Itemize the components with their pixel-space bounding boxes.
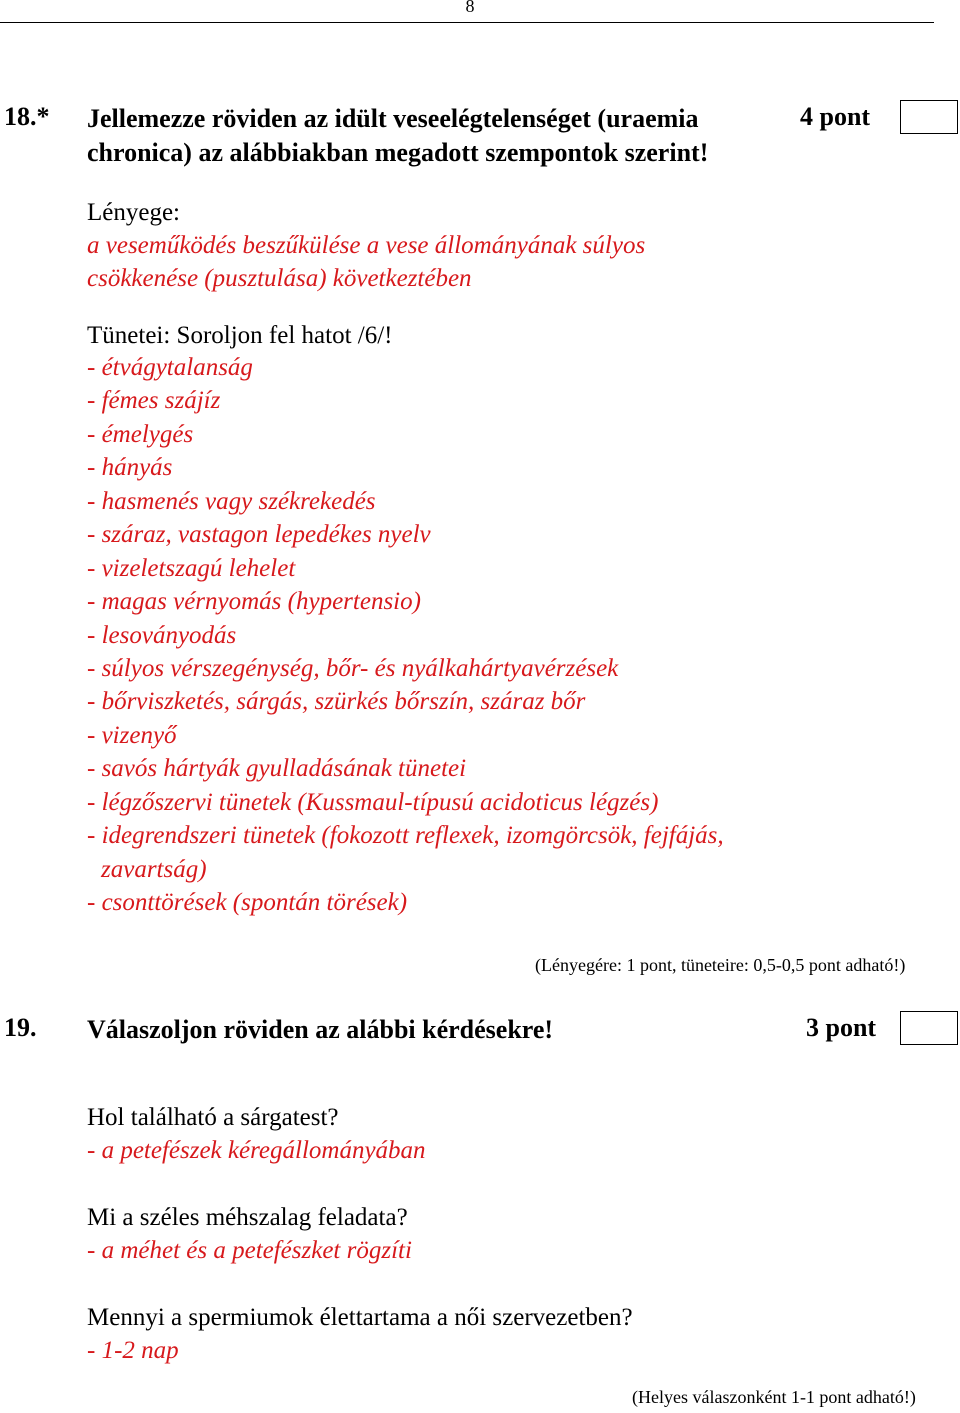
- q18-points: 4 pont: [800, 102, 871, 131]
- q19-question-3: Mennyi a spermiumok élettartama a női szervezetben?: [87, 1304, 633, 1331]
- symptom-item: - savós hártyák gyulladásának tünetei: [87, 755, 467, 783]
- symptom-item: - csonttörések (spontán törések): [87, 889, 408, 916]
- symptom-item: - vizenyő: [87, 721, 177, 749]
- q18-symptoms-label: Tünetei: Soroljon fel hatot /6/!: [87, 322, 393, 349]
- symptom-item-continuation: zavartság): [101, 855, 207, 883]
- symptom-item: - lesoványodás: [87, 621, 237, 649]
- q19-answer-1: - a petefészek kéregállományában: [87, 1137, 426, 1164]
- symptom-item: - étvágytalanság: [87, 354, 253, 381]
- symptom-item: - émelygés: [87, 420, 194, 448]
- q19-points: 3 pont: [806, 1013, 877, 1042]
- symptom-item: - bőrviszketés, sárgás, szürkés bőrszín, száraz bőr: [87, 688, 586, 716]
- symptom-item: - vizeletszagú lehelet: [87, 554, 296, 582]
- symptom-item: - hasmenés vagy székrekedés: [87, 487, 376, 515]
- q19-question-2: Mi a széles méhszalag feladata?: [87, 1204, 408, 1231]
- q18-number: 18.*: [4, 102, 50, 131]
- symptom-item: - idegrendszeri tünetek (fokozott reflexek, izomgörcsök, fejfájás,: [87, 822, 724, 850]
- q18-essence-answer-line2: csökkenése (pusztulása) következtében: [87, 265, 472, 292]
- q19-score-box[interactable]: [900, 1011, 958, 1045]
- q19-number: 19.: [4, 1013, 37, 1042]
- symptom-item: - száraz, vastagon lepedékes nyelv: [87, 521, 431, 549]
- page-number: 8: [465, 0, 475, 16]
- symptom-item: - súlyos vérszegénység, bőr- és nyálkahártyavérzések: [87, 654, 619, 682]
- q18-title-line2: chronica) az alábbiakban megadott szempontok szerint!: [87, 138, 709, 167]
- q19-answer-3: - 1-2 nap: [87, 1337, 179, 1364]
- q18-score-box[interactable]: [900, 100, 958, 134]
- q19-question-1: Hol található a sárgatest?: [87, 1104, 339, 1131]
- q18-title-line1: Jellemezze röviden az idült veseelégtelenséget (uraemia: [87, 104, 699, 133]
- q18-essence-answer-line1: a veseműködés beszűkülése a vese állományának súlyos: [87, 232, 646, 259]
- symptom-item: - hányás: [87, 454, 173, 482]
- q18-essence-label: Lényege:: [87, 199, 181, 226]
- q18-scoring-note: (Lényegére: 1 pont, tüneteire: 0,5-0,5 pont adható!): [535, 955, 906, 975]
- q18-symptom-list: [87, 351, 724, 919]
- q19-scoring-note: (Helyes válaszonként 1-1 pont adható!): [632, 1387, 916, 1407]
- header-rule: [0, 22, 934, 23]
- symptom-item: - légzőszervi tünetek (Kussmaul-típusú acidoticus légzés): [87, 788, 659, 816]
- symptom-item: - magas vérnyomás (hypertensio): [87, 588, 421, 616]
- q19-title: Válaszoljon röviden az alábbi kérdésekre!: [87, 1015, 554, 1044]
- q19-answer-2: - a méhet és a petefészket rögzíti: [87, 1237, 412, 1264]
- symptom-item: - fémes szájíz: [87, 387, 221, 415]
